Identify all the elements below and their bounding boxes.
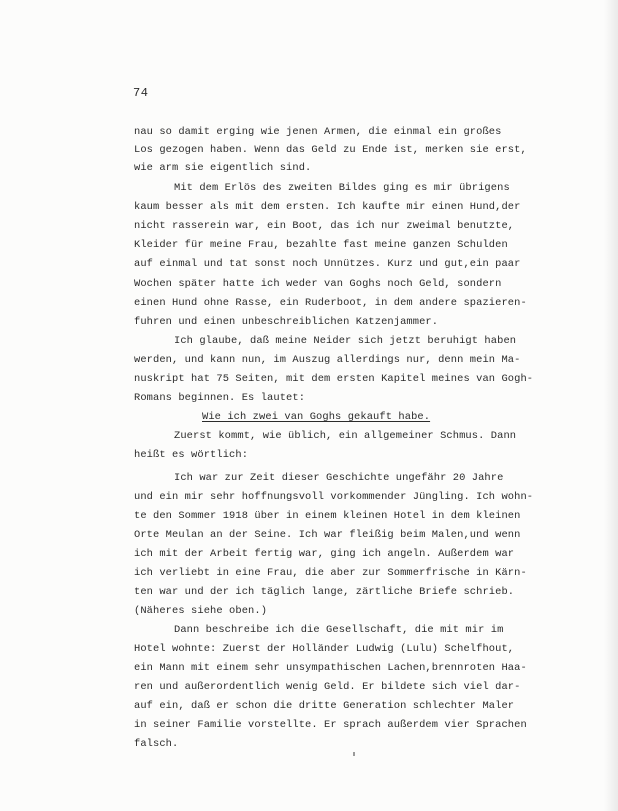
- text-line: nicht rasserein war, ein Boot, das ich nur zweimal benutzte,: [134, 220, 515, 232]
- text-line: auf einmal und tat sonst noch Unnützes. Kurz und gut,ein paar: [134, 258, 521, 270]
- text-line: heißt es wörtlich:: [134, 449, 249, 461]
- paragraph-start-line: Ich glaube, daß meine Neider sich jetzt beruhigt haben: [174, 335, 517, 347]
- text-line: kaum besser als mit dem ersten. Ich kaufte mir einen Hund,der: [134, 201, 521, 213]
- text-line: werden, und kann nun, im Auszug allerdings nur, denn mein Ma-: [134, 354, 521, 366]
- text-line: in seiner Familie vorstellte. Er sprach außerdem vier Sprachen: [134, 719, 527, 731]
- text-line: (Näheres siehe oben.): [134, 605, 268, 617]
- text-line: te den Sommer 1918 über in einem kleinen Hotel in dem kleinen: [134, 510, 521, 522]
- text-line: ren und außerordentlich wenig Geld. Er bildete sich viel dar-: [134, 681, 521, 693]
- text-line: falsch.: [134, 738, 179, 750]
- text-line: Orte Meulan an der Seine. Ich war fleißig beim Malen,und wenn: [134, 529, 521, 541]
- page-number: 74: [133, 86, 149, 100]
- text-line: ich verliebt in eine Frau, die aber zur Sommerfrische in Kärn-: [134, 567, 527, 579]
- text-line: Romans beginnen. Es lautet:: [134, 392, 306, 404]
- paragraph-start-line: Ich war zur Zeit dieser Geschichte ungefähr 20 Jahre: [174, 472, 504, 484]
- text-line: nuskript hat 75 Seiten, mit dem ersten Kapitel meines van Gogh-: [134, 373, 534, 385]
- text-line: Hotel wohnte: Zuerst der Holländer Ludwig (Lulu) Schelfhout,: [134, 643, 515, 655]
- text-line: Los gezogen haben. Wenn das Geld zu Ende ist, merken sie erst,: [134, 144, 527, 156]
- text-line: Kleider für meine Frau, bezahlte fast meine ganzen Schulden: [134, 239, 508, 251]
- chapter-title: Wie ich zwei van Goghs gekauft habe.: [202, 411, 431, 423]
- text-line: wie arm sie eigentlich sind.: [134, 162, 312, 174]
- paragraph-start-line: Mit dem Erlös des zweiten Bildes ging es mir übrigens: [174, 182, 510, 194]
- page-edge-shadow: [604, 0, 618, 811]
- paragraph-start-line: Dann beschreibe ich die Gesellschaft, die mit mir im: [174, 624, 504, 636]
- text-line: einen Hund ohne Rasse, ein Ruderboot, in dem andere spazieren-: [134, 297, 527, 309]
- text-line: ten war und der ich täglich lange, zärtliche Briefe schrieb.: [134, 586, 515, 598]
- paragraph-start-line: Zuerst kommt, wie üblich, ein allgemeiner Schmus. Dann: [174, 430, 517, 442]
- text-line: nau so damit erging wie jenen Armen, die einmal ein großes: [134, 126, 502, 138]
- scan-speck: [353, 752, 355, 756]
- text-line: ein Mann mit einem sehr unsympathischen Lachen,brennroten Haa-: [134, 662, 527, 674]
- text-line: auf ein, daß er schon die dritte Generation schlechter Maler: [134, 700, 515, 712]
- text-line: Wochen später hatte ich weder van Goghs noch Geld, sondern: [134, 278, 502, 290]
- text-line: ich mit der Arbeit fertig war, ging ich angeln. Außerdem war: [134, 548, 515, 560]
- text-line: fuhren und einen unbeschreiblichen Katzenjammer.: [134, 316, 439, 328]
- text-line: und ein mir sehr hoffnungsvoll vorkommender Jüngling. Ich wohn-: [134, 491, 534, 503]
